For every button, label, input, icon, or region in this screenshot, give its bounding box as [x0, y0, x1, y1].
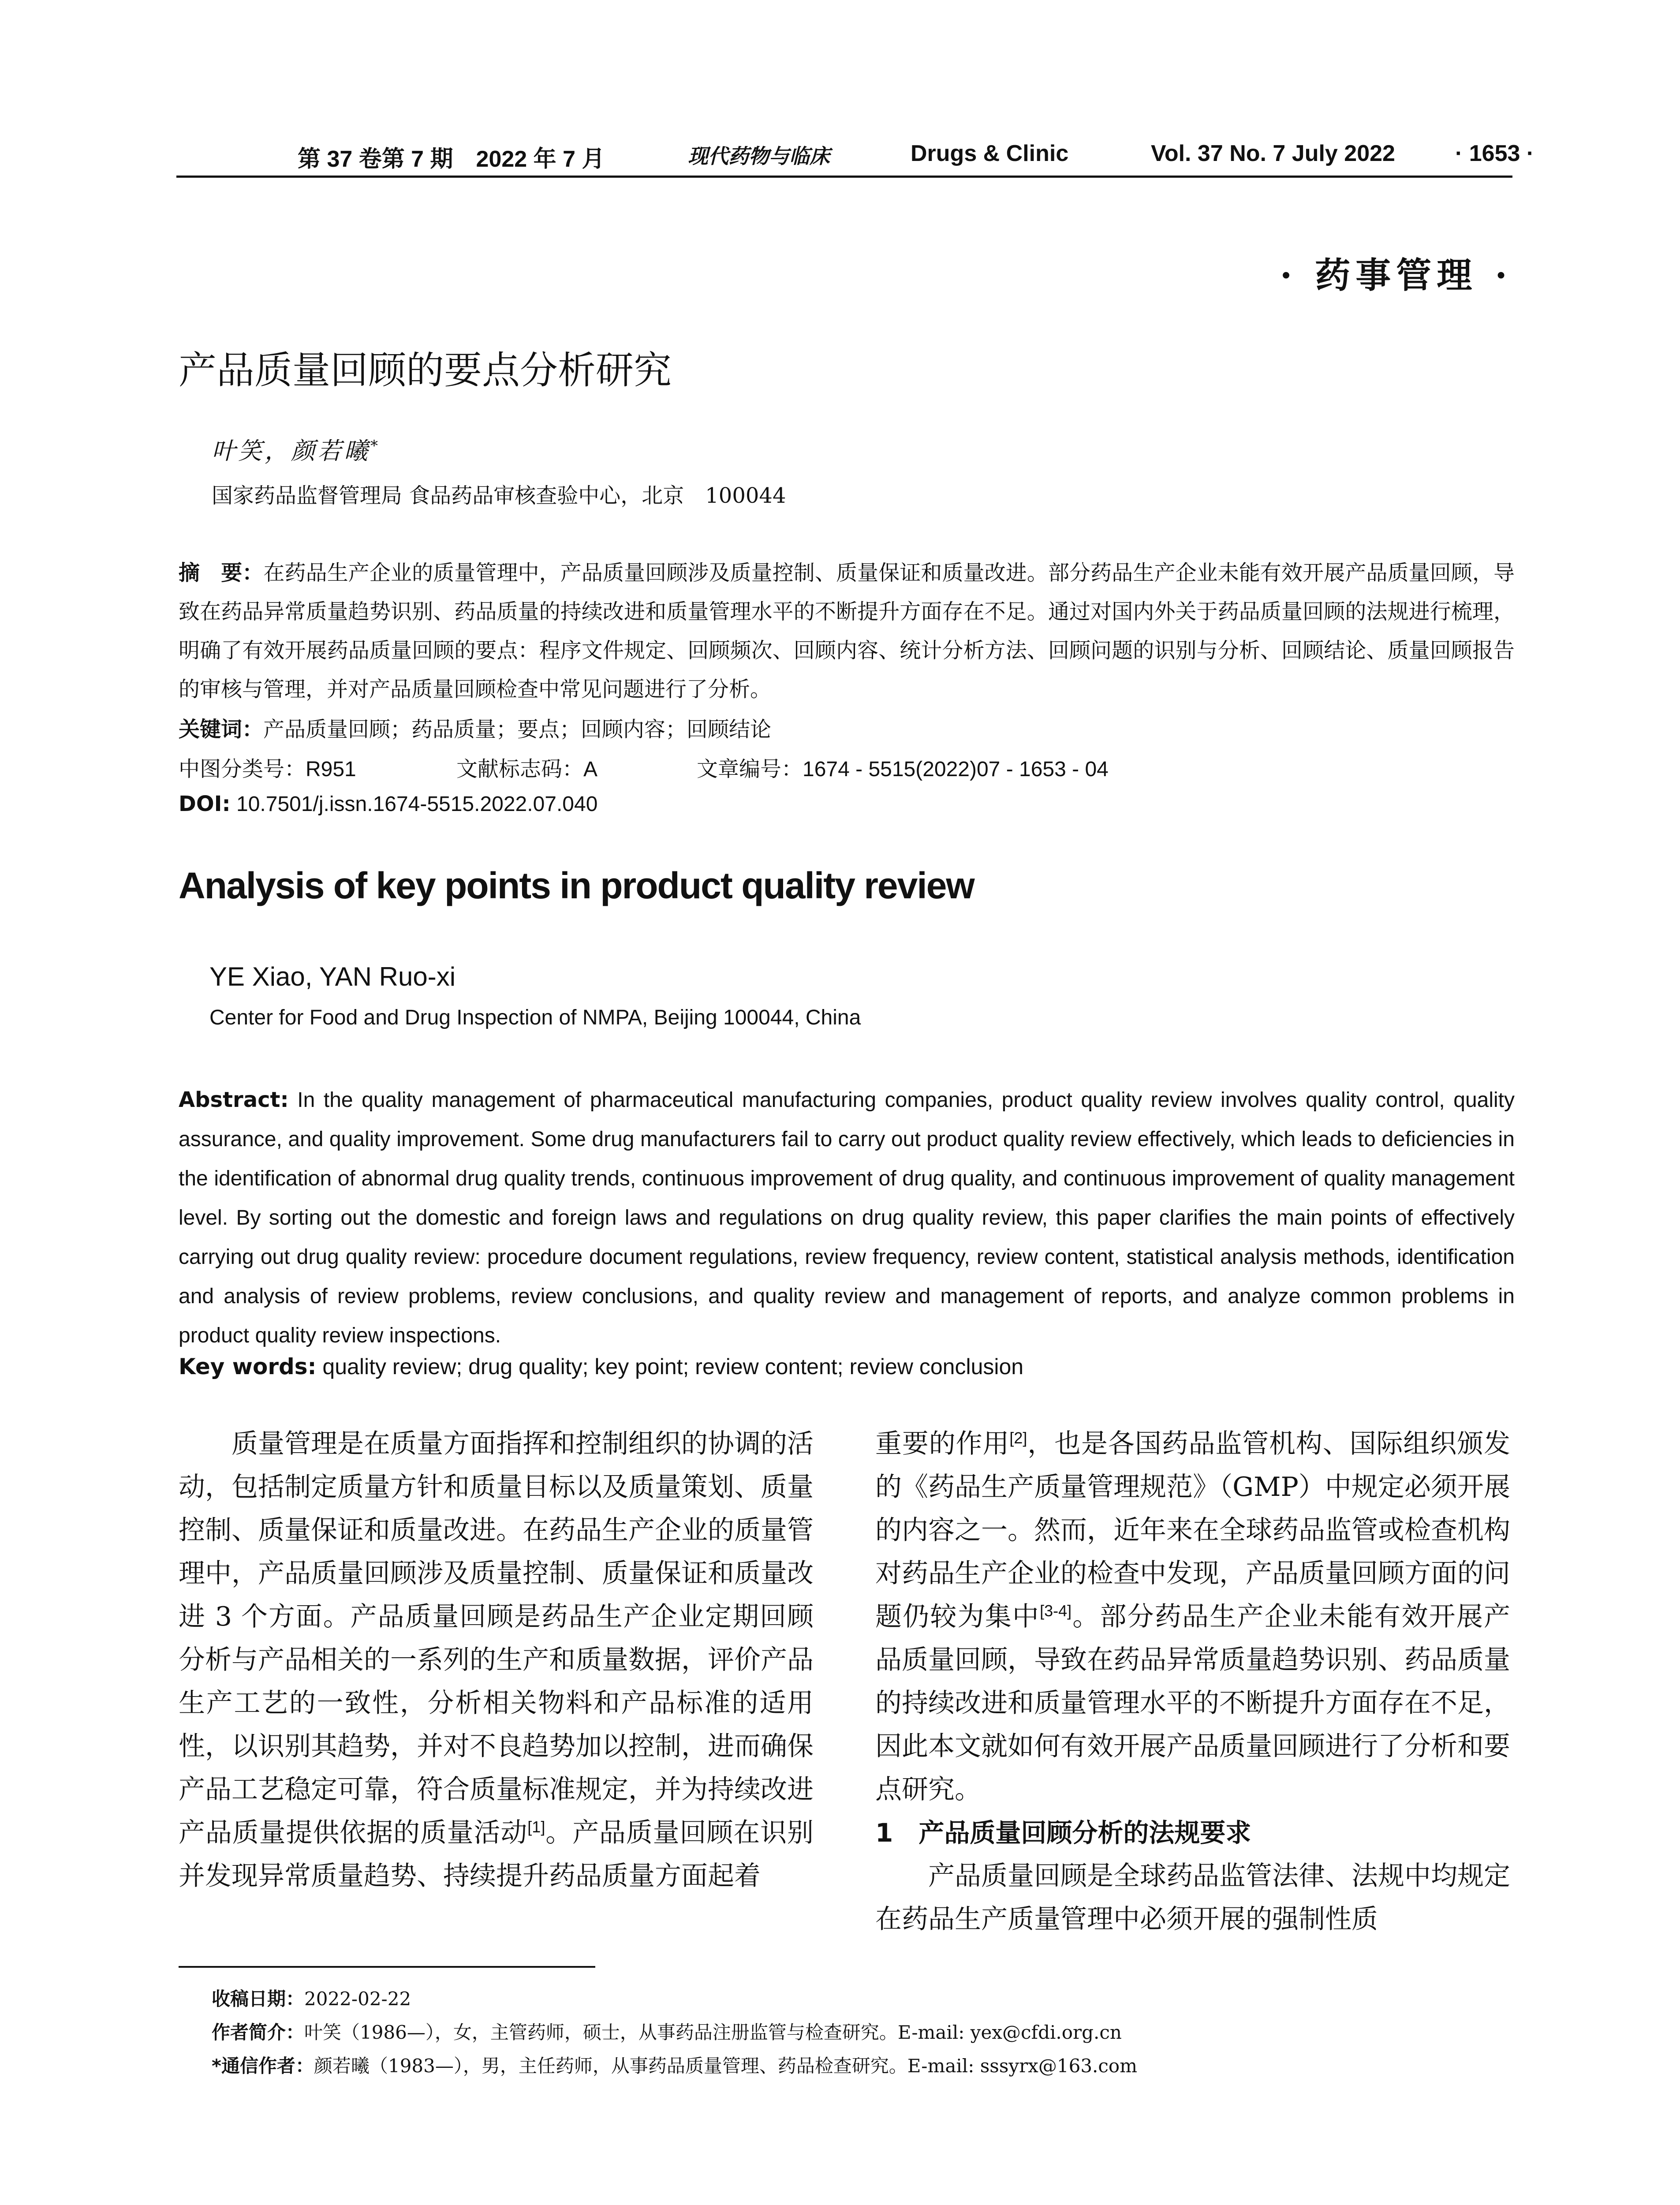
abstract-cn-text: 在药品生产企业的质量管理中，产品质量回顾涉及质量控制、质量保证和质量改进。部分药品生产企业未能有效开展产品质量回顾，导致在药品异常质量趋势识别、药品质量的持续改进和质量管理水平的不断提升方面存在不足。通过对国内外关于药品质量回顾的法规进行梳理，明确了有效开展药品质量回顾的要点：程序文件规定、回顾频次、回顾内容、统计分析方法、回顾问题的识别与分析、回顾结论、质量回顾报告的审核与管理，并对产品质量回顾检查中常见问题进行了分析。	[179, 561, 1515, 702]
footnote-rule	[179, 1966, 595, 1968]
footnote-text: 颜若曦（1983—），男，主任药师，从事药品质量管理、药品检查研究。E-mail: sssyrx@163.com	[314, 2055, 1138, 2077]
authors-cn-names: 叶笑，颜若曦	[212, 437, 370, 465]
header-volume-cn: 第 37 卷第 7 期 2022 年 7 月	[298, 146, 605, 172]
header-journal-en: Drugs & Clinic	[911, 141, 1069, 166]
footnote-label: 收稿日期：	[212, 1988, 305, 2010]
body-text: 。产品质量回顾在识别并发现异常质量趋势、持续提升药品质量方面起着	[179, 1817, 814, 1891]
title-en: Analysis of key points in product quality review	[179, 865, 974, 906]
corresponding-mark: *	[370, 437, 381, 455]
title-cn: 产品质量回顾的要点分析研究	[179, 348, 672, 392]
header-page-number: · 1653 ·	[1455, 141, 1534, 166]
citation-ref[interactable]: [3-4]	[1040, 1602, 1072, 1620]
authors-en: YE Xiao, YAN Ruo-xi	[209, 962, 456, 991]
footnote-corresponding	[212, 2049, 1137, 2083]
body-text: ，也是各国药品监管机构、国际组织颁发的《药品生产质量管理规范》（GMP）中规定必须开展的内容之一。然而，近年来在全球药品监管或检查机构对药品生产企业的检查中发现，产品质量回顾方面的问题仍较为集中	[875, 1428, 1511, 1632]
body-paragraph	[875, 1422, 1510, 1811]
authors-cn	[212, 432, 381, 466]
keywords-cn-text: 产品质量回顾；药品质量；要点；回顾内容；回顾结论	[263, 717, 772, 742]
abstract-cn-label: 摘 要：	[179, 561, 264, 585]
footnote-text: 2022-02-22	[304, 1988, 411, 2010]
footnote-author	[212, 2016, 1137, 2049]
keywords-cn-label: 关键词：	[179, 717, 264, 742]
citation-ref[interactable]: [1]	[527, 1818, 545, 1836]
header-volume-en: Vol. 37 No. 7 July 2022	[1151, 141, 1395, 166]
body-column-right	[875, 1422, 1510, 1941]
body-text: 重要的作用	[875, 1428, 1010, 1459]
article-number: 文章编号：1674 - 5515(2022)07 - 1653 - 04	[697, 758, 1109, 781]
header-journal-cn: 现代药物与临床	[688, 144, 830, 168]
abstract-en	[179, 1080, 1515, 1355]
abstract-cn	[179, 553, 1515, 709]
abstract-en-label: Abstract:	[179, 1088, 289, 1112]
footnote-label: *通信作者：	[212, 2055, 314, 2077]
keywords-en-label: Key words:	[179, 1354, 317, 1379]
keywords-cn	[179, 712, 771, 743]
header-rule	[176, 176, 1512, 178]
document-code: 文献标志码：A	[456, 758, 598, 781]
affiliation-en: Center for Food and Drug Inspection of NMPA, Beijing 100044, China	[209, 1006, 861, 1029]
doi-label: DOI:	[179, 792, 231, 816]
body-text: 。部分药品生产企业未能有效开展产品质量回顾，导致在药品异常质量趋势识别、药品质量的持续改进和质量管理水平的不断提升方面存在不足，因此本文就如何有效开展产品质量回顾进行了分析和要点研究。	[875, 1601, 1510, 1805]
classification-line	[179, 752, 1515, 783]
section-label: · 药事管理 ·	[1280, 254, 1512, 296]
clc-number: 中图分类号：R951	[179, 758, 356, 781]
body-text: 质量管理是在质量方面指挥和控制组织的协调的活动，包括制定质量方针和质量目标以及质量策划、质量控制、质量保证和质量改进。在药品生产企业的质量管理中，产品质量回顾涉及质量控制、质量保证和质量改进 3 个方面。产品质量回顾是药品生产企业定期回顾分析与产品相关的一系列的生产和质量数据，评价产品生产工艺的一致性，分析相关物料和产品标准的适用性，以识别其趋势，并对不良趋势加以控制，进而确保产品工艺稳定可靠，符合质量标准规定，并为持续改进产品质量提供依据的质量活动	[179, 1428, 814, 1848]
keywords-en	[179, 1354, 1023, 1379]
body-paragraph: 产品质量回顾是全球药品监管法律、法规中均规定在药品生产质量管理中必须开展的强制性质	[875, 1861, 1510, 1935]
running-header	[176, 140, 1534, 172]
affiliation-cn: 国家药品监督管理局 食品药品审核查验中心，北京 100044	[212, 483, 786, 508]
keywords-en-text: quality review; drug quality; key point; review content; review conclusion	[316, 1354, 1024, 1379]
body-paragraph	[179, 1422, 814, 1898]
doi-value: 10.7501/j.issn.1674-5515.2022.07.040	[230, 792, 598, 816]
footnote-label: 作者简介：	[212, 2022, 305, 2043]
doi-line	[179, 792, 597, 816]
body-column-left	[179, 1422, 814, 1898]
footnote-text: 叶笑（1986—），女，主管药师，硕士，从事药品注册监管与检查研究。E-mail: yex@cfdi.org.cn	[304, 2022, 1122, 2043]
footnotes	[212, 1982, 1137, 2083]
citation-ref[interactable]: [2]	[1009, 1429, 1027, 1447]
footnote-received	[212, 1982, 1137, 2016]
section-heading: 1 产品质量回顾分析的法规要求	[875, 1818, 1251, 1848]
abstract-en-text: In the quality management of pharmaceutical manufacturing companies, product quality review involves quality control, quality assurance, and quality improvement. Some drug manufacturers fail to carry out product quality review effectively, which leads to deficiencies in the identification of abnormal drug quality trends, continuous improvement of drug quality, and continuous improvement of quality management level. By sorting out the domestic and foreign laws and regulations on drug quality review, this paper clarifies the main points of effectively carrying out drug quality review: procedure document regulations, review frequency, review content, statistical analysis methods, identification and analysis of review problems, review conclusions, and quality review and management of reports, and analyze common problems in product quality review inspections.	[179, 1088, 1515, 1347]
